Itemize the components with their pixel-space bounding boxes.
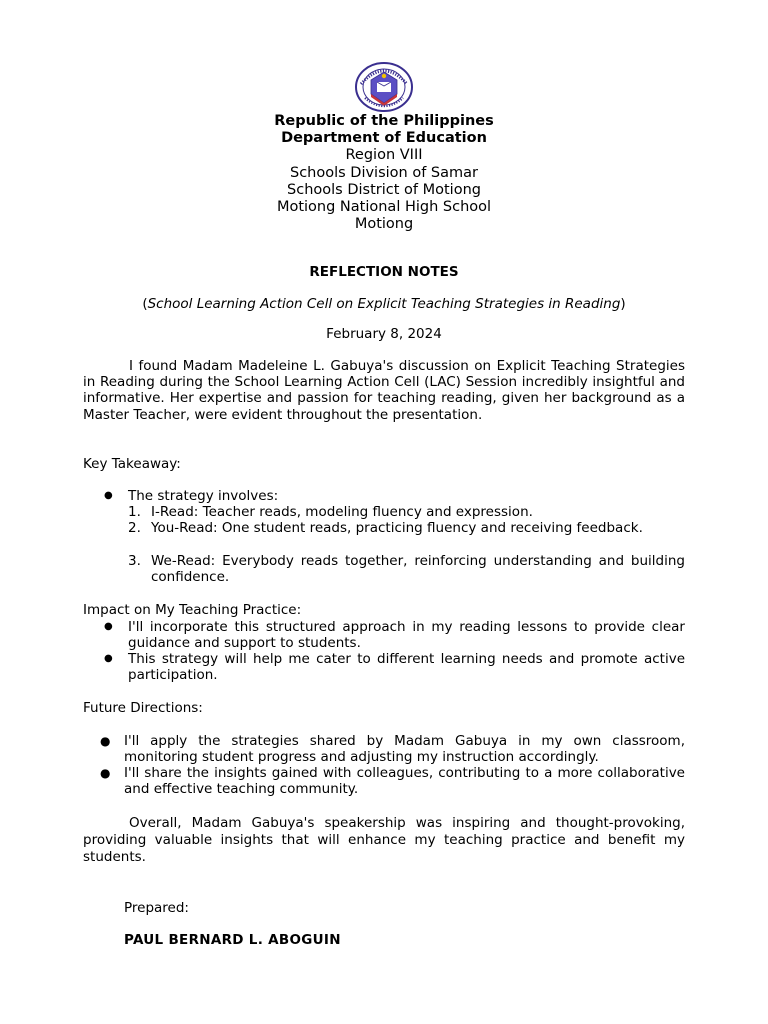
prepared-label: Prepared:	[124, 900, 189, 916]
key-takeaway-heading: Key Takeaway:	[83, 456, 181, 472]
subtitle-text: School Learning Action Cell on Explicit Teaching Strategies in Reading	[147, 296, 621, 312]
impact-item: This strategy will help me cater to different learning needs and promote active participation.	[128, 651, 685, 684]
impact-item: I'll incorporate this structured approach in my reading lessons to provide clear guidance and support to students.	[128, 619, 685, 652]
step-item: I-Read: Teacher reads, modeling fluency and expression.	[151, 504, 533, 520]
signer-name: PAUL BERNARD L. ABOGUIN	[124, 932, 341, 948]
impact-heading: Impact on My Teaching Practice:	[83, 602, 302, 618]
conclusion-paragraph: Overall, Madam Gabuya's speakership was inspiring and thought-provoking, providing valuable insights that will enhance my teaching practice and benefit my students.	[83, 815, 685, 866]
bullet-icon: ●	[100, 766, 111, 780]
document-title: REFLECTION NOTES	[309, 264, 459, 280]
header-division: Schools Division of Samar	[289, 164, 478, 181]
header-republic: Republic of the Philippines	[274, 113, 494, 129]
header-region: Region VIII	[345, 147, 423, 164]
bullet-icon: ●	[104, 490, 113, 501]
deped-seal-icon	[353, 62, 415, 112]
subtitle-open-paren: (	[142, 296, 148, 312]
step-number: 2.	[128, 520, 141, 536]
header-school: Motiong National High School	[276, 199, 492, 216]
key-takeaway-bullet: The strategy involves:	[128, 488, 279, 504]
subtitle-close-paren: )	[620, 296, 626, 312]
header-department: Department of Education	[281, 130, 487, 147]
future-item: I'll apply the strategies shared by Madam Gabuya in my own classroom, monitoring student progress and adjusting my instruction accordingly.	[124, 733, 685, 766]
step-item: You-Read: One student reads, practicing fluency and receiving feedback.	[151, 520, 643, 536]
header-district: Schools District of Motiong	[287, 181, 481, 198]
document-subtitle	[0, 296, 768, 312]
step-number: 1.	[128, 504, 141, 520]
future-item: I'll share the insights gained with colleagues, contributing to a more collaborative and effective teaching community.	[124, 765, 685, 798]
letterhead	[0, 113, 768, 233]
step-number: 3.	[128, 553, 141, 569]
future-heading: Future Directions:	[83, 700, 203, 716]
step-item: We-Read: Everybody reads together, reinforcing understanding and building confidence.	[151, 553, 685, 586]
intro-paragraph: I found Madam Madeleine L. Gabuya's discussion on Explicit Teaching Strategies in Reading during the School Learning Action Cell (LAC) Session incredibly insightful and informative. Her expertise and passion for teaching reading, given her background as a Master Teacher, were evident throughout the presentation.	[83, 358, 685, 423]
bullet-icon: ●	[104, 653, 113, 664]
document-date: February 8, 2024	[326, 326, 442, 342]
bullet-icon: ●	[100, 734, 111, 748]
bullet-icon: ●	[104, 621, 113, 632]
header-town: Motiong	[354, 216, 414, 233]
